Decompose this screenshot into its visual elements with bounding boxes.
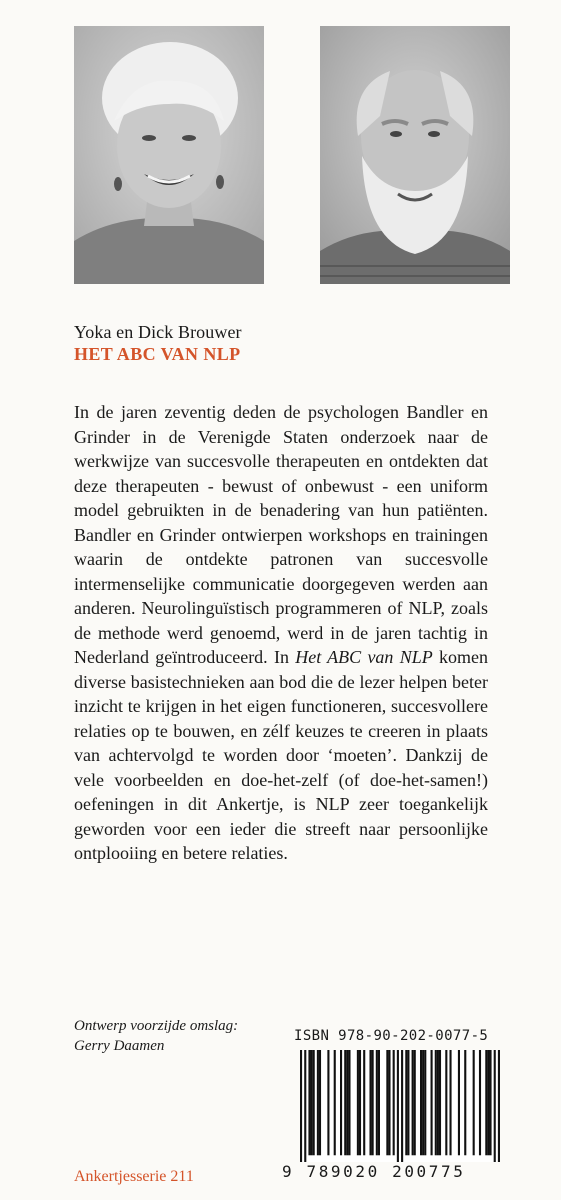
book-title: HET ABC VAN NLP bbox=[74, 344, 241, 364]
author-names: Yoka en Dick Brouwer bbox=[74, 322, 242, 342]
author-photo-dick bbox=[320, 26, 510, 284]
series-label: Ankertjesserie 211 bbox=[74, 1168, 194, 1185]
blurb-part-1: In de jaren zeventig deden de psychologen Bandler en Grinder in de Verenigde Staten onderzoek naar de werkwijze van succesvolle therapeuten en ontdekten dat deze therapeuten - bewust of onbewust - een uniform model gebruikten in de benadering van hun patiënten. Bandler en Grinder ontwierpen workshops en trainingen waarin de ontdekte patronen van succesvolle intermenselijke communicatie doorgegeven werden aan anderen. Neurolinguïstisch programmeren of NLP, zoals de methode werd genoemd, werd in de jaren tachtig in Nederland geïntroduceerd. In bbox=[74, 402, 488, 667]
author-photo-yoka bbox=[74, 26, 264, 284]
blurb-part-2: komen diverse basistechnieken aan bod die de lezer helpen beter inzicht te krijgen in het eigen functioneren, succesvollere relaties op te bouwen, en zélf keuzes te creeren in plaats van achtervolgd te worden door ‘moeten’. Dankzij de vele voorbeelden en doe-het-zelf (of doe-het-samen!) oefeningen in dit Ankertje, is NLP zeer toegankelijk geworden voor een ieder die streeft naar persoonlijke ontplooiing en betere relaties. bbox=[74, 647, 488, 863]
credit-label: Ontwerp voorzijde omslag: bbox=[74, 1018, 239, 1034]
barcode-digits: 9 789020 200775 bbox=[282, 1162, 466, 1181]
isbn-text: ISBN 978-90-202-0077-5 bbox=[294, 1028, 489, 1044]
barcode-icon bbox=[300, 1050, 500, 1162]
credit-designer: Gerry Daamen bbox=[74, 1038, 165, 1054]
book-blurb bbox=[74, 400, 488, 866]
cover-design-credit bbox=[74, 1016, 238, 1056]
blurb-book-title: Het ABC van NLP bbox=[295, 647, 433, 667]
